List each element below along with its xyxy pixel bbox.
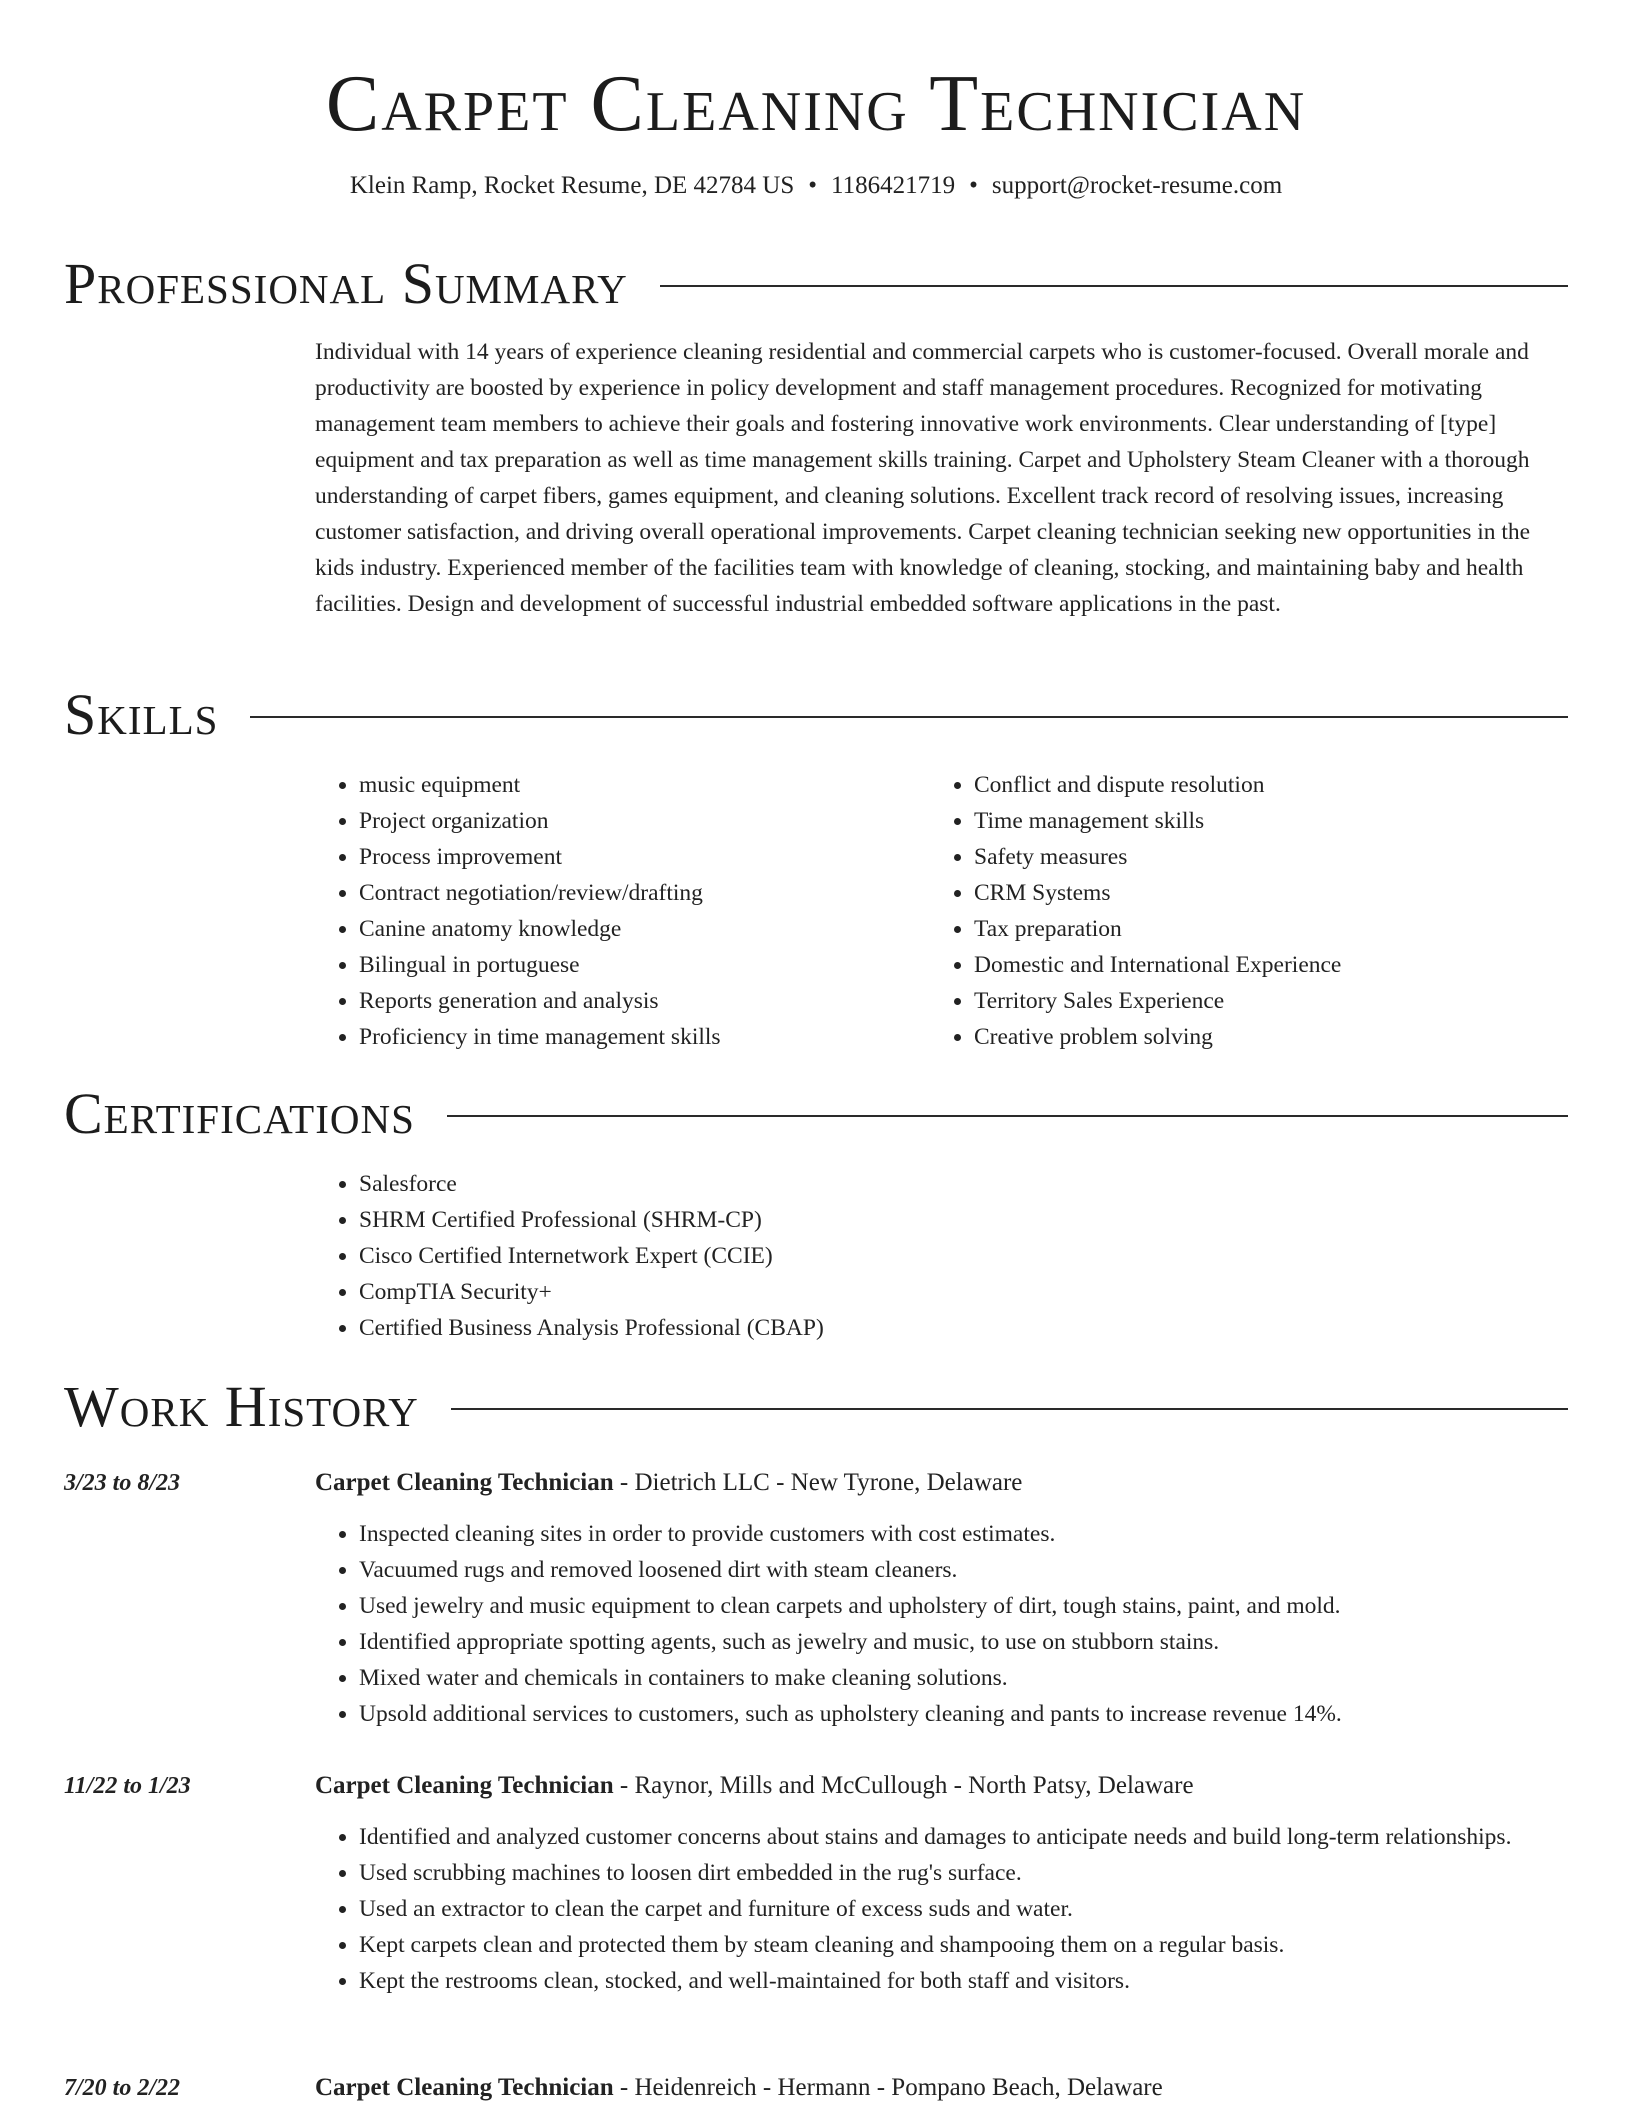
skills-section-header [64,683,1568,747]
skill-item: • Territory Sales Experience [974,983,1550,1019]
duty-item: • Inspected cleaning sites in order to provide customers with cost estimates. [359,1516,1568,1552]
skills-column-right [930,767,1550,1055]
duty-item: • Mixed water and chemicals in containers to make cleaning solutions. [359,1660,1568,1696]
job-dates: 7/20 to 2/22 [64,2075,181,2101]
job-duties [315,1819,1568,1999]
skill-item: • Project organization [359,803,895,839]
skill-item: • Conflict and dispute resolution [974,767,1550,803]
skill-item: • Domestic and International Experience [974,947,1550,983]
duty-item: • Used scrubbing machines to loosen dirt embedded in the rug's surface. [359,1855,1568,1891]
skill-item: • CRM Systems [974,875,1550,911]
duty-item: • Vacuumed rugs and removed loosened dirt with steam cleaners. [359,1552,1568,1588]
duty-item: • Identified and analyzed customer concerns about stains and damages to anticipate needs and build long-term relationships. [359,1819,1568,1855]
skill-item: • music equipment [359,767,895,803]
resume-title: Carpet Cleaning Technician [325,60,1307,148]
contact-phone: 1186421719 [831,172,956,199]
job-company: - Dietrich LLC - New Tyrone, Delaware [613,1469,1023,1496]
work-history-section-header [64,1375,1568,1439]
duty-item: • Kept the restrooms clean, stocked, and well-maintained for both staff and visitors. [359,1963,1568,1999]
skill-item: • Proficiency in time management skills [359,1019,895,1055]
job-title-line [315,1466,1022,1500]
section-divider [660,285,1568,287]
job-title: Carpet Cleaning Technician [315,1469,614,1496]
contact-line [0,170,1632,202]
skill-item: • Canine anatomy knowledge [359,911,895,947]
duty-item: • Used jewelry and music equipment to clean carpets and upholstery of dirt, tough stains, paint, and mold. [359,1588,1568,1624]
certification-item: • CompTIA Security+ [359,1274,824,1310]
certification-item: • SHRM Certified Professional (SHRM-CP) [359,1202,824,1238]
job-duties [315,1516,1568,1732]
summary-heading: Professional Summary [64,251,628,316]
summary-section-header [64,252,1568,316]
skills-column-left [315,767,895,1055]
contact-email: support@rocket-resume.com [991,172,1283,199]
job-title-line [315,2071,1163,2105]
certification-item: • Salesforce [359,1166,824,1202]
contact-address: Klein Ramp, Rocket Resume, DE 42784 US [349,172,795,199]
skills-heading: Skills [64,682,219,747]
job-title: Carpet Cleaning Technician [315,1772,614,1799]
duty-item: • Kept carpets clean and protected them by steam cleaning and shampooing them on a regular basis. [359,1927,1568,1963]
certifications-heading: Certifications [64,1081,415,1146]
job-title: Carpet Cleaning Technician [315,2074,614,2101]
section-divider [250,716,1568,718]
skill-item: • Creative problem solving [974,1019,1550,1055]
duty-item: • Used an extractor to clean the carpet and furniture of excess suds and water. [359,1891,1568,1927]
skill-item: • Bilingual in portuguese [359,947,895,983]
summary-text: Individual with 14 years of experience cleaning residential and commercial carpets who is customer-focused. Overall morale and productivity are boosted by experience in policy development and staff management procedures. Recognized for motivating management team members to achieve their goals and fostering innovative work environments. Clear understanding of [type] equipment and tax preparation as well as time management skills training. Carpet and Upholstery Steam Cleaner with a thorough understanding of carpet fibers, games equipment, and cleaning solutions. Excellent track record of resolving issues, increasing customer satisfaction, and driving overall operational improvements. Carpet cleaning technician seeking new opportunities in the kids industry. Experienced member of the facilities team with knowledge of cleaning, stocking, and maintaining baby and health facilities. Design and development of successful industrial embedded software applications in the past. [315,339,1531,617]
duty-item: • Identified appropriate spotting agents, such as jewelry and music, to use on stubborn stains. [359,1624,1568,1660]
certifications-list [315,1166,824,1346]
certification-item: • Certified Business Analysis Professional (CBAP) [359,1310,824,1346]
skill-item: • Safety measures [974,839,1550,875]
duty-item: • Upsold additional services to customers, such as upholstery cleaning and pants to increase revenue 14%. [359,1696,1568,1732]
job-company: - Raynor, Mills and McCullough - North Patsy, Delaware [613,1772,1194,1799]
job-company: - Heidenreich - Hermann - Pompano Beach, Delaware [613,2074,1163,2101]
skill-item: • Process improvement [359,839,895,875]
job-title-line [315,1769,1194,1803]
skill-item: • Contract negotiation/review/drafting [359,875,895,911]
contact-separator: • [808,172,818,199]
section-divider [447,1115,1568,1117]
skill-item: • Time management skills [974,803,1550,839]
skill-item: • Reports generation and analysis [359,983,895,1019]
job-dates: 3/23 to 8/23 [64,1470,181,1496]
certifications-section-header [64,1082,1568,1146]
section-divider [451,1408,1568,1410]
work-history-heading: Work History [64,1374,419,1439]
skill-item: • Tax preparation [974,911,1550,947]
contact-separator: • [969,172,978,199]
certification-item: • Cisco Certified Internetwork Expert (CCIE) [359,1238,824,1274]
job-dates: 11/22 to 1/23 [64,1773,191,1799]
